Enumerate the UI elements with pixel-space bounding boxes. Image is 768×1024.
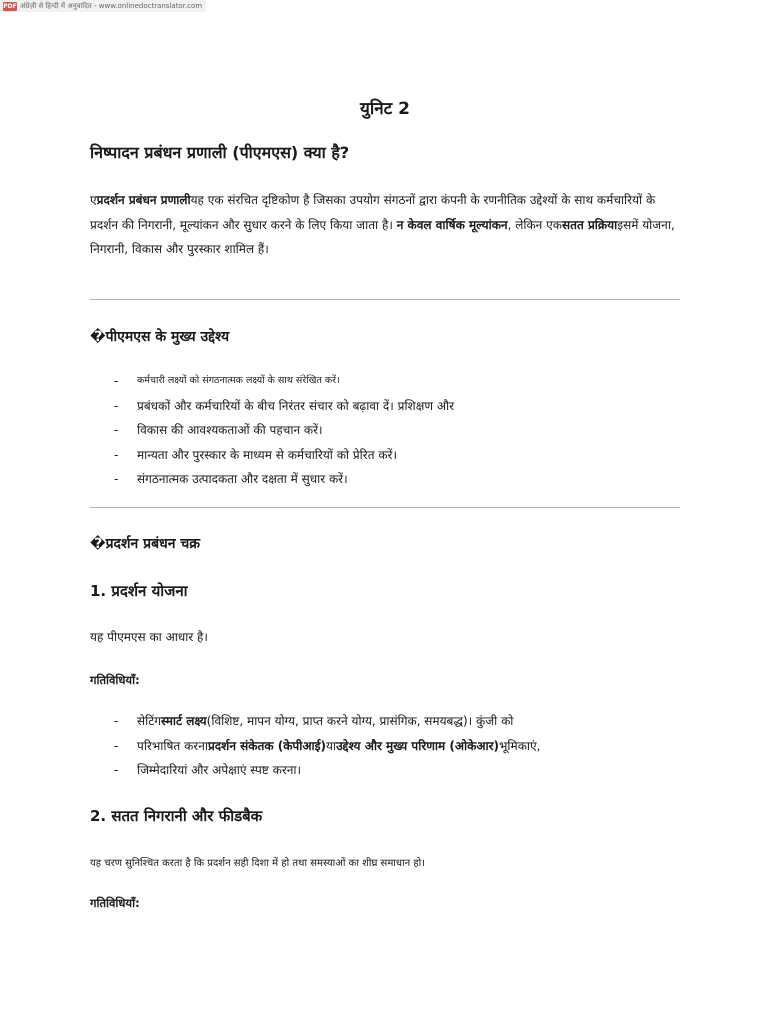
main-title: निष्पादन प्रबंधन प्रणाली (पीएमएस) क्या है? xyxy=(90,143,350,162)
list-item-text: भूमिकाएं, xyxy=(499,738,541,753)
planning-activities-label: गतिविधियाँ: xyxy=(90,673,140,687)
monitoring-activities-label: गतिविधियाँ: xyxy=(90,896,140,910)
pdf-logo-icon: PDF xyxy=(3,2,17,10)
monitoring-text: यह चरण सुनिश्चित करता है कि प्रदर्शन सही दिशा में हो तथा समस्याओं का शीघ्र समाधान हो। xyxy=(90,858,426,869)
planning-activities-list xyxy=(90,709,680,783)
cycle-heading: �प्रदर्शन प्रबंधन चक्र xyxy=(90,536,201,552)
list-item xyxy=(90,394,680,419)
objectives-list xyxy=(90,369,680,492)
list-item xyxy=(90,443,680,468)
translator-banner[interactable] xyxy=(0,0,206,12)
planning-heading: 1. प्रदर्शन योजना xyxy=(90,582,188,600)
objectives-heading: �पीएमएस के मुख्य उद्देश्य xyxy=(90,329,230,345)
intro-text-a: ए xyxy=(90,193,97,207)
list-item-text: प्रबंधकों और कर्मचारियों के बीच निरंतर संचार को बढ़ावा दें। प्रशिक्षण और xyxy=(137,398,455,413)
list-item-text: सेटिंग xyxy=(137,714,162,728)
smart-goals-bold: स्मार्ट लक्ष्य xyxy=(161,714,207,728)
bullet-dash: - xyxy=(114,423,119,437)
bullet-dash: - xyxy=(114,472,119,486)
section-divider xyxy=(90,507,680,508)
list-item-text: या xyxy=(326,738,337,753)
intro-bold-annual: न केवल वार्षिक मूल्यांकन xyxy=(396,217,508,232)
okr-bold: उद्देश्य और मुख्य परिणाम (ओकेआर) xyxy=(336,738,499,753)
monitoring-heading: 2. सतत निगरानी और फीडबैक xyxy=(90,807,263,825)
list-item-text: कर्मचारी लक्ष्यों को संगठनात्मक लक्ष्यों के साथ संरेखित करें। xyxy=(137,375,340,386)
bullet-dash: - xyxy=(114,714,119,728)
translator-banner-text[interactable]: अंग्रेज़ी से हिन्दी में अनुवादित - www.onlinedoctranslator.com xyxy=(20,1,203,10)
kpi-bold: प्रदर्शन संकेतक (केपीआई) xyxy=(207,738,326,753)
list-item xyxy=(90,418,680,443)
section-divider xyxy=(90,299,680,300)
list-item xyxy=(90,709,680,734)
intro-bold-continuous: सतत प्रक्रिया xyxy=(562,217,618,232)
list-item xyxy=(90,758,680,783)
list-item-text: मान्यता और पुरस्कार के माध्यम से कर्मचारियों को प्रेरित करें। xyxy=(137,447,398,462)
bullet-dash: - xyxy=(114,398,119,413)
bullet-dash: - xyxy=(114,738,119,753)
bullet-dash: - xyxy=(114,763,119,777)
bullet-dash: - xyxy=(114,447,119,462)
list-item xyxy=(90,734,680,759)
list-item-text: परिभाषित करना xyxy=(137,738,208,753)
intro-text-d: , लेकिन एक xyxy=(507,217,562,232)
planning-text: यह पीएमएस का आधार है। xyxy=(90,630,208,644)
unit-title: युनिट 2 xyxy=(359,99,410,119)
bullet-dash: - xyxy=(114,374,119,388)
list-item xyxy=(90,467,680,492)
list-item-text: विकास की आवश्यकताओं की पहचान करें। xyxy=(137,423,323,437)
list-item-text: संगठनात्मक उत्पादकता और दक्षता में सुधार करें। xyxy=(137,472,348,486)
intro-text-c: यह एक संरचित दृष्टिकोण है जिसका उपयोग संगठनों द्वारा कंपनी के रणनीतिक उद्देश्यों के साथ कर्मचारियों के प्रदर्शन की निगरानी, मूल्यांकन और सुधार करने के लिए किया जाता है। xyxy=(90,193,656,232)
intro-bold-pms: प्रदर्शन प्रबंधन प्रणाली xyxy=(96,193,191,207)
intro-text-e: इसमें योजना, निगरानी, विकास और पुरस्कार शामिल हैं। xyxy=(90,217,675,256)
list-item-text: जिम्मेदारियां और अपेक्षाएं स्पष्ट करना। xyxy=(137,763,302,777)
list-item xyxy=(90,369,680,394)
list-item-text: (विशिष्ट, मापन योग्य, प्राप्त करने योग्य, प्रासंगिक, समयबद्ध)। कुंजी को xyxy=(206,714,514,728)
intro-paragraph xyxy=(90,188,680,262)
